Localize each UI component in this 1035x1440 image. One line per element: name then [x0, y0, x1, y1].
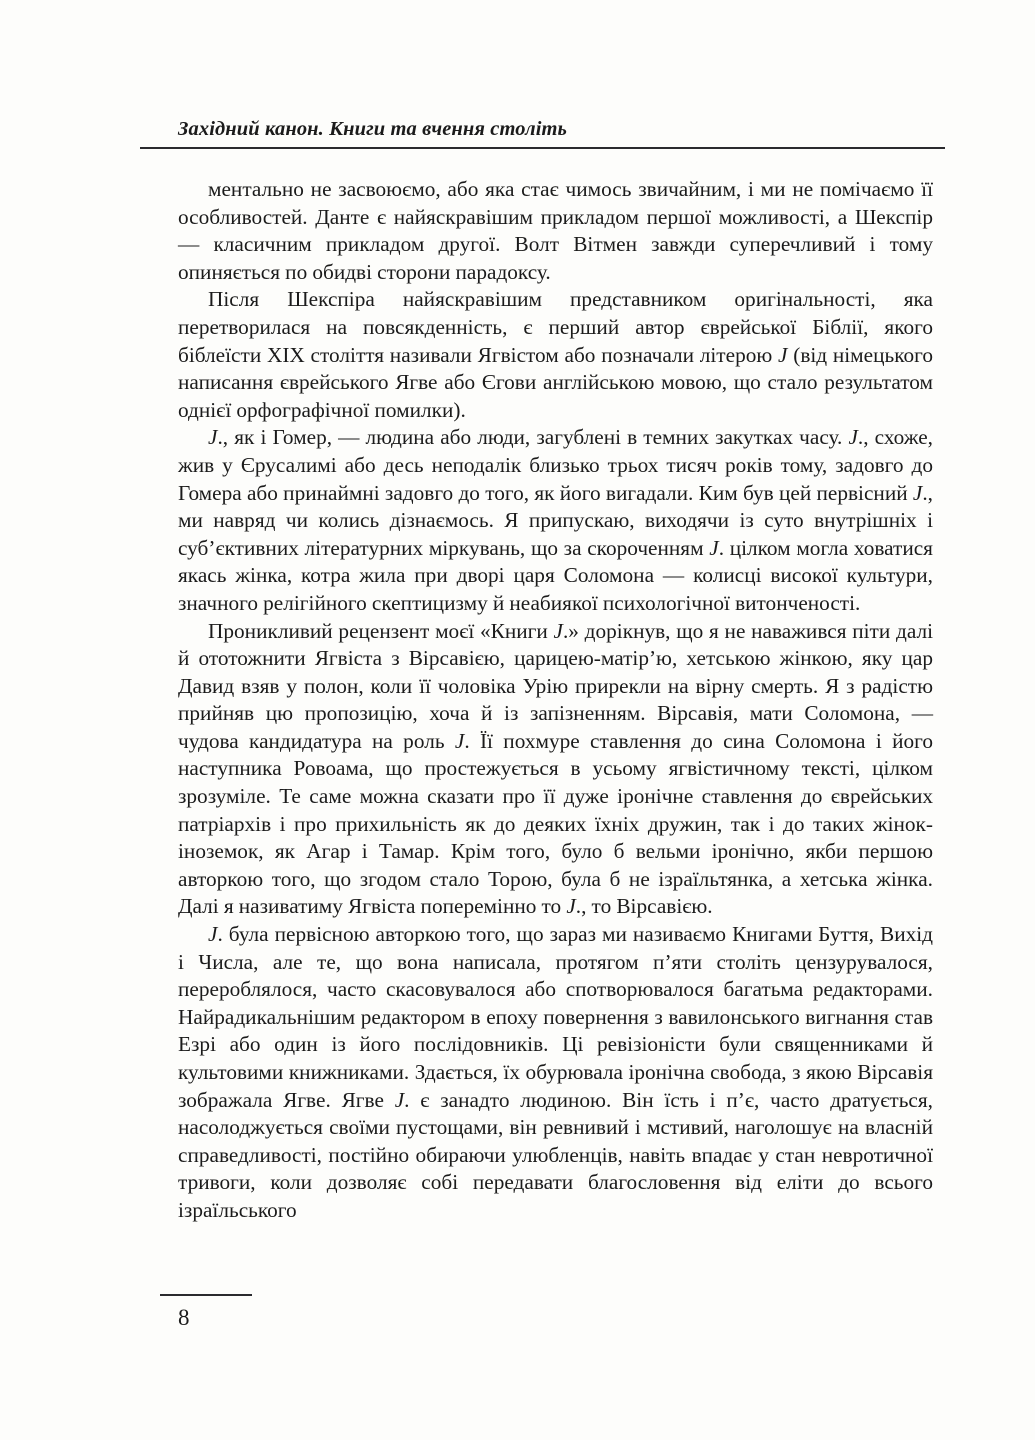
page-number: 8 [178, 1305, 190, 1331]
running-head-title: Західний канон. Книги та вчення століть [178, 118, 568, 140]
paragraph: Проникливий рецензент моєї «Книги J.» дорікнув, що я не наважився піти далі й ототожнити Ягвіста з Вірсавією, царицею-матір’ю, хетською жінкою, яку цар Давид взяв у полон, коли її чоловіка Урію прирекли на вірну смерть. Я з радістю прийняв цю пропозицію, хоча й із запізненням. Вірсавія, мати Соломона, — чудова кандидатура на роль J. Її похмуре ставлення до сина Соломона і його наступника Ровоама, що простежується в усьому ягвістичному тексті, цілком зрозуміле. Те саме можна сказати про її дуже іронічне ставлення до єврейських патріархів і про прихильність як до деяких їхніх дружин, так і до таких жінок-іноземок, як Агар і Тамар. Крім того, було б вельми іронічно, якби першою авторкою того, що згодом стало Торою, була б не ізраїльтянка, а хетська жінка. Далі я називатиму Ягвіста поперемінно то J., то Вірсавією. [178, 618, 933, 919]
page-header [140, 118, 945, 149]
paragraph: J., як і Гомер, — людина або люди, загублені в темних закутках часу. J., схоже, жив у Єрусалимі або десь неподалік близько трьох тисяч років тому, задовго до Гомера або принаймні задовго до того, як його вигадали. Ким був цей первісний J., ми навряд чи колись дізнаємось. Я припускаю, виходячи із суто внутрішніх і суб’єктивних літературних міркувань, що за скороченням J. цілком могла ховатися якась жінка, котра жила при дворі царя Соломона — колисці високої культури, значного релігійного скептицизму й неабиякої психологічної витонченості. [178, 425, 933, 615]
paragraph: J. була первісною авторкою того, що зараз ми називаємо Книгами Буття, Вихід і Числа, але те, що вона написала, протягом п’яти століть цензурувалося, перероблялося, часто скасовувалося або спотворювалося багатьма редакторами. Найрадикальнішим редактором в епоху повернення з вавилонського вигнання став Езрі або один із його послідовників. Ці ревізіоністи були священниками й культовими книжниками. Здається, їх обурювала іронічна свобода, з якою Вірсавія зображала Ягве. Ягве J. є занадто людиною. Він їсть і п’є, часто дратується, насолоджується своїми пустощами, він ревнивий і мстивий, наголошує на власній справедливості, постійно обираючи улюбленців, навіть впадає у стан невротичної тривоги, коли дозволяє собі передавати благословення від еліти до всього ізраїльського [178, 922, 933, 1222]
page-footer [160, 1294, 460, 1331]
paragraph: ментально не засвоюємо, або яка стає чимось звичайним, і ми не помічаємо її особливостей. Данте є найяскравішим прикладом першої можливості, а Шекспір — класичним прикладом другої. Волт Вітмен завжди суперечливий і тому опиняється по обидві сторони парадоксу. [178, 177, 933, 284]
paragraph: Після Шекспіра найяскравішим представником оригінальності, яка перетворилася на повсякденність, є перший автор єврейської Біблії, якого біблеїсти XIX століття називали Ягвістом або позначали літерою J (від німецького написання єврейського Ягве або Єгови англійською мовою, що стало результатом однієї орфографічної помилки). [178, 287, 933, 422]
header-divider-rule [140, 147, 945, 149]
footer-divider-rule [160, 1294, 252, 1296]
body-text-column [178, 176, 933, 1225]
